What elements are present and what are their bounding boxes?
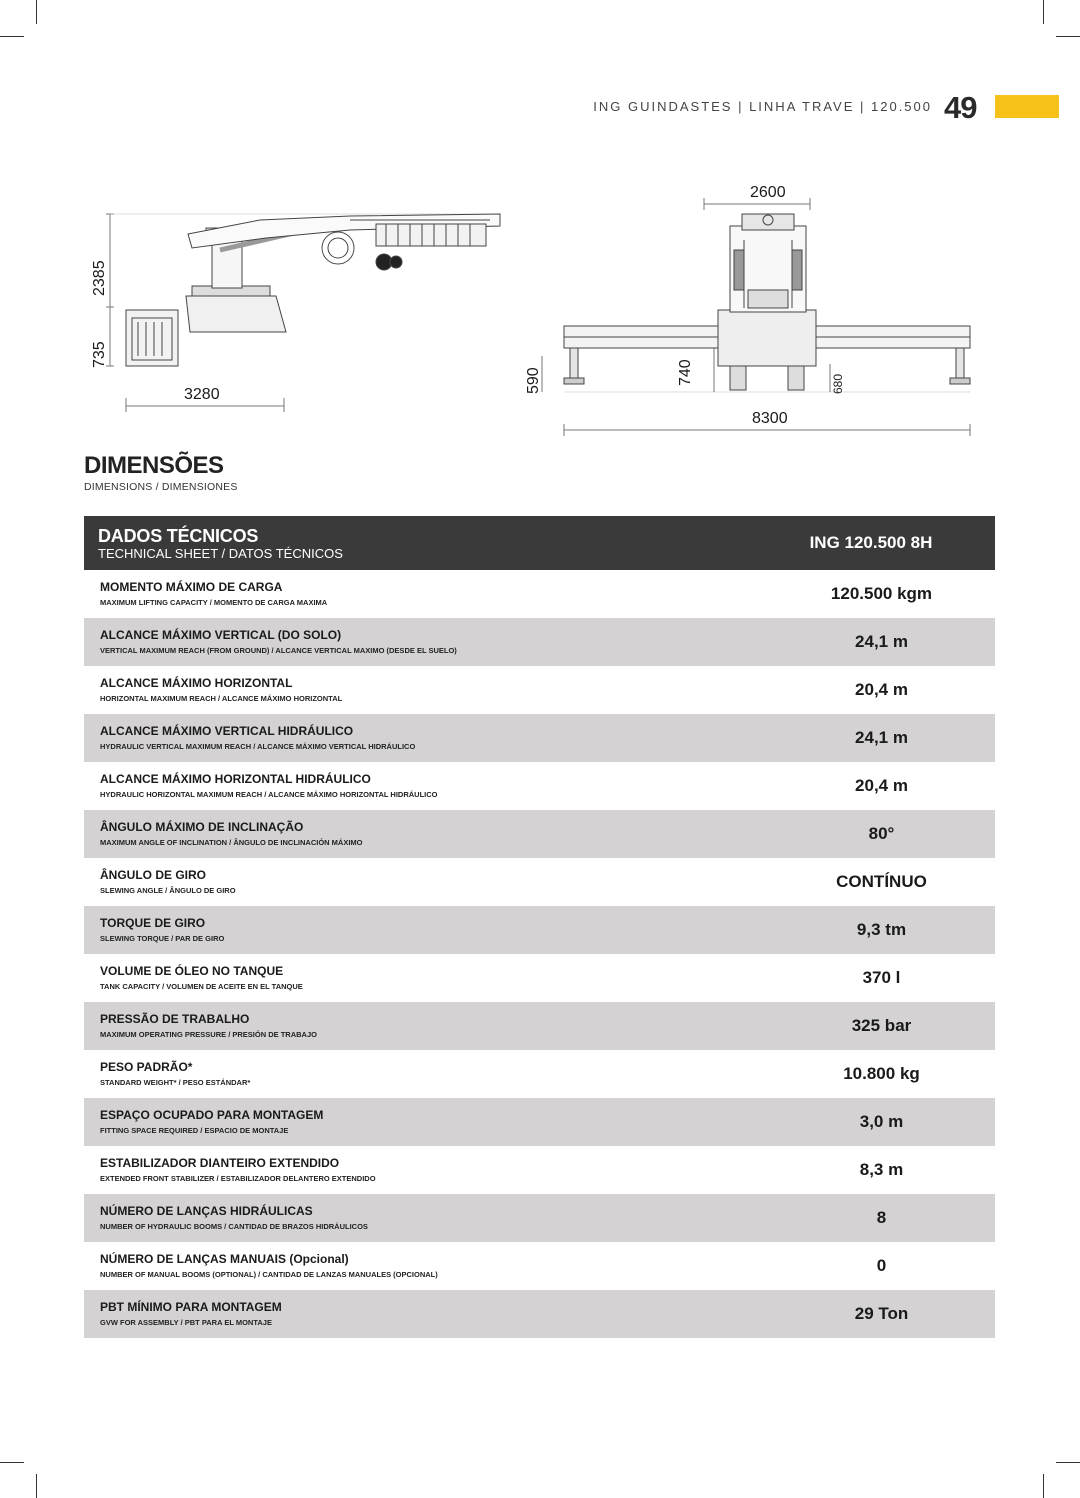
page-header bbox=[0, 90, 1080, 125]
crop-mark bbox=[0, 36, 24, 37]
header-text: ING GUINDASTES | LINHA TRAVE | 120.500 bbox=[593, 99, 932, 114]
table-row bbox=[84, 1098, 995, 1146]
dim-side-height-lower: 735 bbox=[91, 341, 108, 368]
dim-front-right-height: 680 bbox=[831, 373, 845, 394]
spec-sublabel: HORIZONTAL MAXIMUM REACH / ALCANCE MÁXIMO HORIZONTAL bbox=[100, 694, 343, 703]
table-row bbox=[84, 714, 995, 762]
table-row bbox=[84, 858, 995, 906]
table-row bbox=[84, 810, 995, 858]
table-row bbox=[84, 1290, 995, 1338]
spec-label: TORQUE DE GIRO bbox=[100, 916, 206, 930]
spec-value: 0 bbox=[876, 1256, 887, 1275]
table-body bbox=[84, 570, 995, 1338]
dim-front-top-width: 2600 bbox=[750, 184, 786, 201]
table-row bbox=[84, 570, 995, 618]
crop-mark bbox=[1043, 0, 1044, 24]
spec-label: ALCANCE MÁXIMO VERTICAL (DO SOLO) bbox=[100, 628, 342, 642]
spec-value: 20,4 m bbox=[855, 776, 908, 795]
spec-value: 370 l bbox=[862, 968, 901, 987]
spec-sublabel: TANK CAPACITY / VOLUMEN DE ACEITE EN EL TANQUE bbox=[100, 982, 303, 991]
spec-sublabel: GVW FOR ASSEMBLY / PBT PARA EL MONTAJE bbox=[100, 1318, 272, 1327]
spec-value: 24,1 m bbox=[855, 632, 908, 651]
section-subtitle: DIMENSIONS / DIMENSIONES bbox=[84, 481, 238, 493]
spec-value: 120.500 kgm bbox=[830, 584, 933, 603]
spec-label: PESO PADRÃO* bbox=[100, 1060, 193, 1074]
crop-mark bbox=[36, 0, 37, 24]
dim-side-length: 3280 bbox=[184, 386, 220, 403]
spec-sublabel: SLEWING TORQUE / PAR DE GIRO bbox=[100, 934, 225, 943]
spec-value: 20,4 m bbox=[855, 680, 908, 699]
spec-sublabel: SLEWING ANGLE / ÂNGULO DE GIRO bbox=[100, 886, 236, 895]
spec-sublabel: MAXIMUM OPERATING PRESSURE / PRESIÓN DE TRABAJO bbox=[100, 1030, 317, 1039]
spec-value: 8 bbox=[876, 1208, 887, 1227]
spec-sublabel: MAXIMUM ANGLE OF INCLINATION / ÂNGULO DE INCLINACIÓN MÁXIMO bbox=[100, 838, 363, 847]
table-subtitle: TECHNICAL SHEET / DATOS TÉCNICOS bbox=[98, 546, 343, 561]
table-title: DADOS TÉCNICOS bbox=[98, 526, 259, 546]
spec-sublabel: NUMBER OF HYDRAULIC BOOMS / CANTIDAD DE BRAZOS HIDRÁULICOS bbox=[100, 1222, 368, 1231]
crop-mark bbox=[36, 1474, 37, 1498]
spec-sublabel: HYDRAULIC HORIZONTAL MAXIMUM REACH / ALCANCE MÁXIMO HORIZONTAL HIDRÁULICO bbox=[100, 790, 438, 799]
spec-label: PRESSÃO DE TRABALHO bbox=[100, 1012, 250, 1026]
spec-sublabel: HYDRAULIC VERTICAL MAXIMUM REACH / ALCANCE MÁXIMO VERTICAL HIDRÁULICO bbox=[100, 742, 416, 751]
table-row bbox=[84, 954, 995, 1002]
table-row bbox=[84, 1242, 995, 1290]
crop-mark bbox=[1056, 1462, 1080, 1463]
table-row bbox=[84, 618, 995, 666]
dim-front-left-height: 590 bbox=[525, 367, 542, 394]
crop-mark bbox=[1043, 1474, 1044, 1498]
dim-front-mid-height: 740 bbox=[677, 359, 694, 386]
spec-label: ALCANCE MÁXIMO HORIZONTAL bbox=[100, 676, 293, 690]
crop-mark bbox=[1056, 36, 1080, 37]
spec-sublabel: MAXIMUM LIFTING CAPACITY / MOMENTO DE CARGA MAXIMA bbox=[100, 598, 328, 607]
dim-side-height-upper: 2385 bbox=[91, 260, 108, 296]
spec-label: ÂNGULO MÁXIMO DE INCLINAÇÃO bbox=[100, 820, 304, 834]
crane-front-view-drawing bbox=[520, 180, 990, 436]
table-row bbox=[84, 666, 995, 714]
spec-value: 10.800 kg bbox=[843, 1064, 920, 1083]
dim-front-total-width: 8300 bbox=[752, 410, 788, 427]
table-header bbox=[84, 516, 995, 570]
spec-label: ESPAÇO OCUPADO PARA MONTAGEM bbox=[100, 1108, 324, 1122]
spec-sublabel: FITTING SPACE REQUIRED / ESPACIO DE MONTAJE bbox=[100, 1126, 289, 1135]
spec-label: ÂNGULO DE GIRO bbox=[100, 868, 207, 882]
table-row bbox=[84, 1194, 995, 1242]
crop-mark bbox=[0, 1462, 24, 1463]
spec-sublabel: VERTICAL MAXIMUM REACH (FROM GROUND) / ALCANCE VERTICAL MAXIMO (DESDE EL SUELO) bbox=[100, 646, 457, 655]
page-accent-bar bbox=[995, 95, 1059, 118]
spec-value: 9,3 tm bbox=[856, 920, 907, 939]
spec-value: 8,3 m bbox=[859, 1160, 904, 1179]
table-row bbox=[84, 906, 995, 954]
technical-data-table bbox=[84, 516, 995, 1338]
table-model: ING 120.500 8H bbox=[809, 533, 933, 552]
table-row bbox=[84, 1002, 995, 1050]
spec-sublabel: NUMBER OF MANUAL BOOMS (OPTIONAL) / CANTIDAD DE LANZAS MANUALES (OPCIONAL) bbox=[100, 1270, 438, 1279]
table-row bbox=[84, 762, 995, 810]
spec-value: 24,1 m bbox=[855, 728, 908, 747]
table-row bbox=[84, 1146, 995, 1194]
spec-label: ESTABILIZADOR DIANTEIRO EXTENDIDO bbox=[100, 1156, 340, 1170]
spec-label: MOMENTO MÁXIMO DE CARGA bbox=[100, 580, 283, 594]
spec-value: 325 bar bbox=[851, 1016, 912, 1035]
spec-value: 80° bbox=[868, 824, 895, 843]
spec-value: 29 Ton bbox=[854, 1304, 909, 1323]
spec-value: 3,0 m bbox=[859, 1112, 904, 1131]
spec-sublabel: STANDARD WEIGHT* / PESO ESTÁNDAR* bbox=[100, 1078, 251, 1087]
crane-side-view-drawing bbox=[80, 200, 500, 415]
page-number: 49 bbox=[944, 90, 977, 125]
spec-sublabel: EXTENDED FRONT STABILIZER / ESTABILIZADOR DELANTERO EXTENDIDO bbox=[100, 1174, 376, 1183]
spec-label: PBT MÍNIMO PARA MONTAGEM bbox=[100, 1300, 282, 1314]
section-title: DIMENSÕES bbox=[84, 452, 224, 479]
table-row bbox=[84, 1050, 995, 1098]
spec-label: NÚMERO DE LANÇAS HIDRÁULICAS bbox=[100, 1204, 313, 1218]
spec-label: NÚMERO DE LANÇAS MANUAIS (Opcional) bbox=[100, 1252, 349, 1266]
spec-label: VOLUME DE ÓLEO NO TANQUE bbox=[100, 964, 284, 978]
spec-value: CONTÍNUO bbox=[836, 872, 927, 891]
spec-label: ALCANCE MÁXIMO HORIZONTAL HIDRÁULICO bbox=[100, 772, 371, 786]
spec-label: ALCANCE MÁXIMO VERTICAL HIDRÁULICO bbox=[100, 724, 354, 738]
